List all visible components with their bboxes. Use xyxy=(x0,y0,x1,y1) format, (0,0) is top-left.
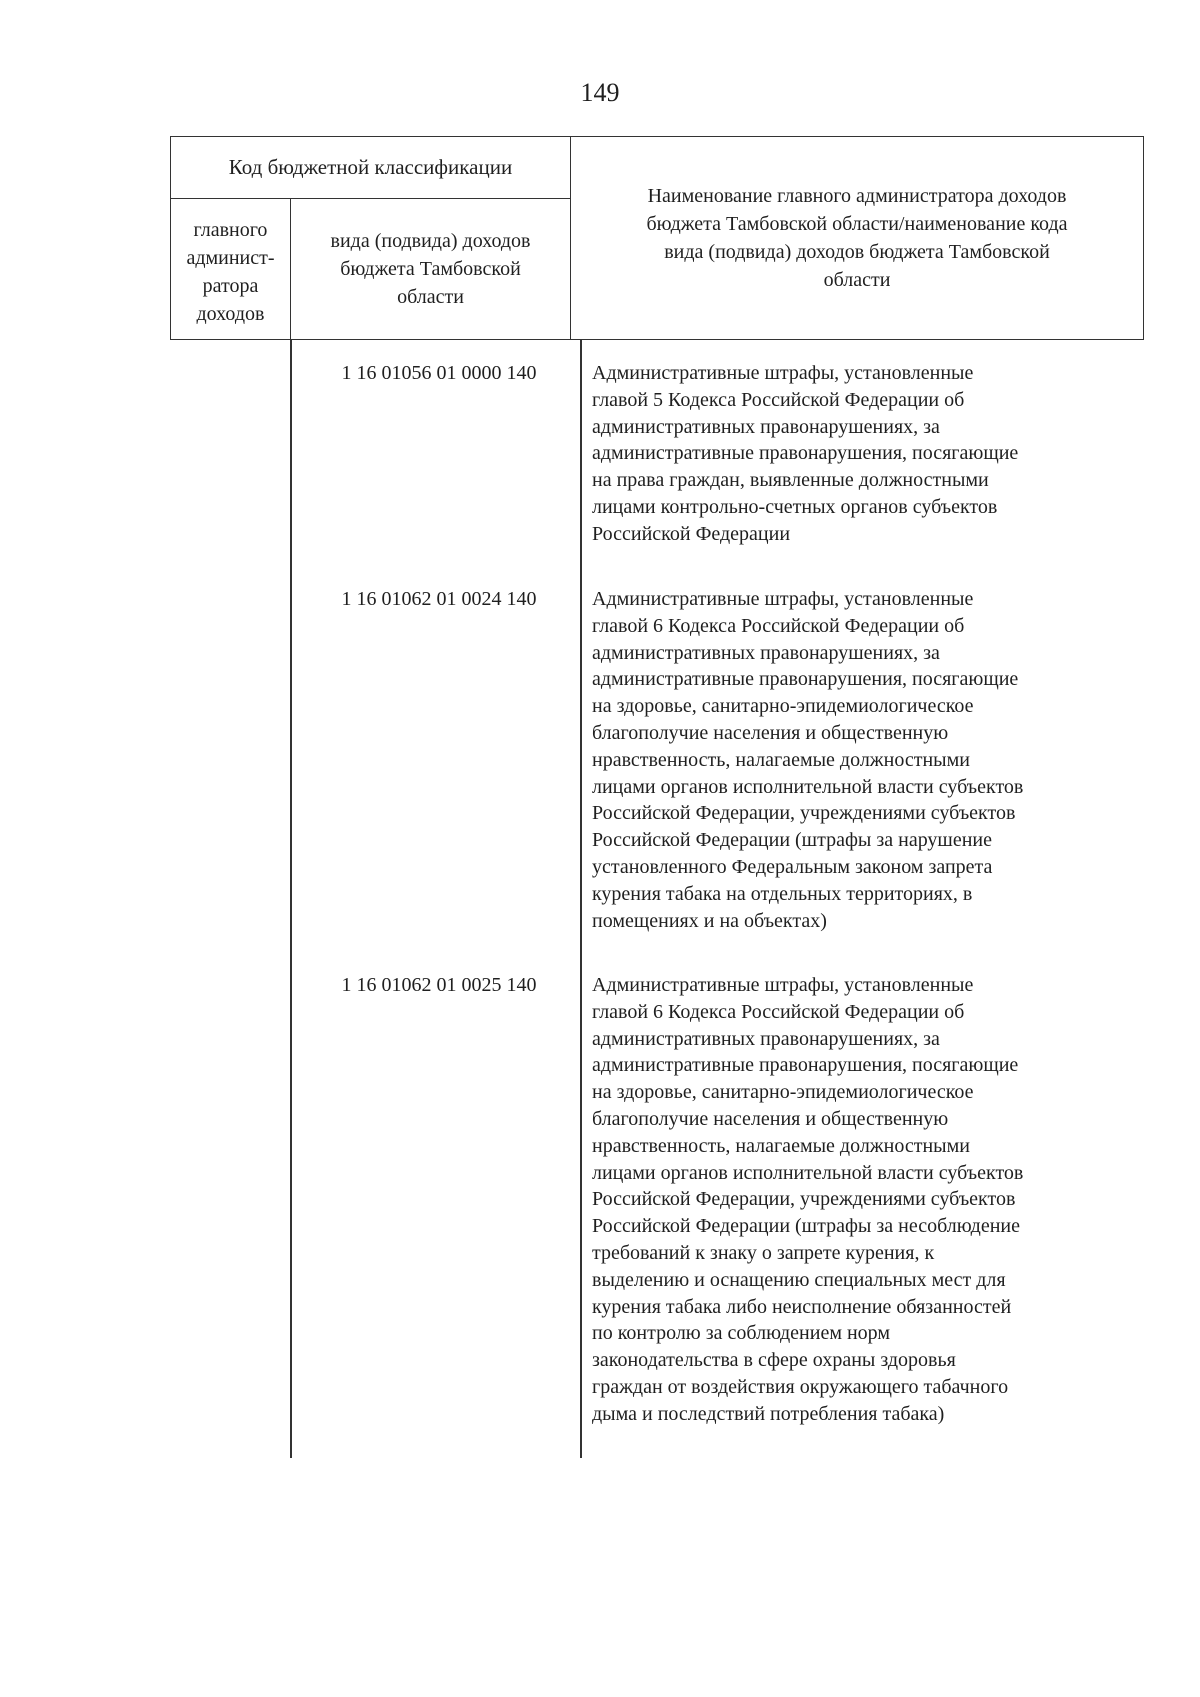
header-kind-column: вида (подвида) доходов бюджета Тамбовской области xyxy=(330,230,531,308)
header-group-title: Код бюджетной классификации xyxy=(171,137,570,199)
row-description: Административные штрафы, установленные главой 5 Кодекса Российской Федерации об административных правонарушениях, за административные правонарушения, посягающие на права граждан, выявленные должностными лицами контрольно-счетных органов субъектов Российской Федерации xyxy=(592,362,1019,545)
header-admin-column: главного админист- ратора доходов xyxy=(171,199,291,339)
page-number: 149 xyxy=(580,78,620,107)
header-code-group xyxy=(171,137,571,339)
row-code: 1 16 01056 01 0000 140 xyxy=(341,362,537,384)
row-description: Административные штрафы, установленные главой 6 Кодекса Российской Федерации об административных правонарушениях, за административные правонарушения, посягающие на здоровье, санитарно-эпидемиологическое благополучие населения и общественную нравственность, налагаемые должностными лицами органов исполнительной власти субъектов Российской Федерации, учреждениями субъектов Российской Федерации (штрафы за нарушение установленного Федеральным законом запрета курения табака на отдельных территориях, в помещениях и на объектах) xyxy=(592,588,1024,932)
table-body xyxy=(170,340,1144,1458)
column-divider-code xyxy=(580,340,582,1458)
table-header xyxy=(170,136,1144,340)
row-description: Административные штрафы, установленные главой 6 Кодекса Российской Федерации об административных правонарушениях, за административные правонарушения, посягающие на здоровье, санитарно-эпидемиологическое благополучие населения и общественную нравственность, налагаемые должностными лицами органов исполнительной власти субъектов Российской Федерации, учреждениями субъектов Российской Федерации (штрафы за несоблюдение требований к знаку о запрете курения, к выделению и оснащению специальных мест для курения табака либо неисполнение обязанностей по контролю за соблюдением норм законодательства в сфере охраны здоровья граждан от воздействия окружающего табачного дыма и последствий потребления табака) xyxy=(592,974,1024,1425)
header-subcolumns xyxy=(171,199,570,339)
row-code: 1 16 01062 01 0024 140 xyxy=(341,588,537,610)
budget-classification-table xyxy=(170,136,1144,1458)
header-name-column: Наименование главного администратора доходов бюджета Тамбовской области/наименование кода вида (подвида) доходов бюджета Тамбовской области xyxy=(646,185,1068,291)
column-divider-admin xyxy=(290,340,292,1458)
row-code: 1 16 01062 01 0025 140 xyxy=(341,974,537,996)
